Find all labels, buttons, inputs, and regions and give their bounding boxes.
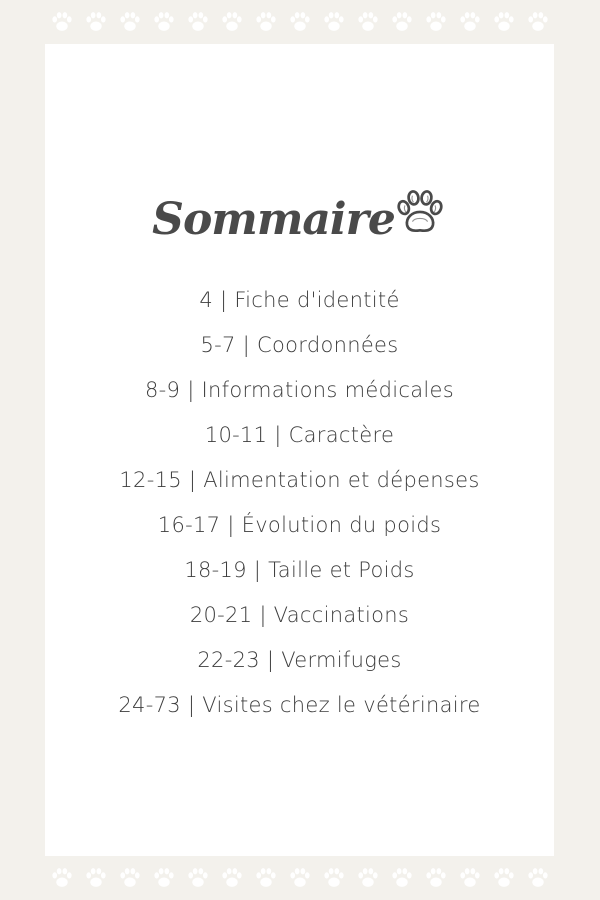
toc-item: 20-21 | Vaccinations <box>189 603 410 627</box>
paw-print-icon <box>457 865 483 891</box>
paw-print-icon <box>117 865 143 891</box>
paw-print-icon <box>491 865 517 891</box>
toc-item: 22-23 | Vermifuges <box>197 648 402 672</box>
paw-print-icon <box>393 186 447 240</box>
paw-print-icon <box>525 865 551 891</box>
paw-print-icon <box>491 9 517 35</box>
paw-print-icon <box>321 865 347 891</box>
toc-item: 16-17 | Évolution du poids <box>157 513 442 537</box>
paw-print-icon <box>389 865 415 891</box>
title-block <box>45 194 554 245</box>
paw-print-icon <box>49 865 75 891</box>
paw-print-icon <box>219 865 245 891</box>
paw-print-icon <box>321 9 347 35</box>
paw-print-icon <box>151 865 177 891</box>
paw-print-icon <box>185 9 211 35</box>
paw-print-icon <box>423 865 449 891</box>
top-paw-border <box>0 2 600 42</box>
toc-item: 24-73 | Visites chez le vétérinaire <box>118 693 481 717</box>
paw-print-icon <box>117 9 143 35</box>
paw-print-icon <box>151 9 177 35</box>
paw-print-icon <box>253 9 279 35</box>
paw-print-icon <box>355 9 381 35</box>
paw-print-icon <box>287 865 313 891</box>
bottom-paw-border <box>0 858 600 898</box>
paw-print-icon <box>49 9 75 35</box>
toc-item: 4 | Fiche d'identité <box>199 288 400 312</box>
paw-print-icon <box>389 9 415 35</box>
toc-item: 8-9 | Informations médicales <box>145 378 454 402</box>
toc-item: 18-19 | Taille et Poids <box>184 558 415 582</box>
paw-print-icon <box>423 9 449 35</box>
page-title: Sommaire <box>152 194 395 245</box>
toc-item: 12-15 | Alimentation et dépenses <box>119 468 480 492</box>
toc-item: 5-7 | Coordonnées <box>200 333 399 357</box>
paw-print-icon <box>253 865 279 891</box>
paw-print-icon <box>287 9 313 35</box>
paw-print-icon <box>457 9 483 35</box>
paw-print-icon <box>219 9 245 35</box>
table-of-contents <box>45 278 554 728</box>
paw-print-icon <box>83 9 109 35</box>
page-sheet <box>45 44 554 856</box>
paw-print-icon <box>525 9 551 35</box>
paw-print-icon <box>185 865 211 891</box>
paw-print-icon <box>83 865 109 891</box>
paw-print-icon <box>355 865 381 891</box>
toc-item: 10-11 | Caractère <box>204 423 395 447</box>
